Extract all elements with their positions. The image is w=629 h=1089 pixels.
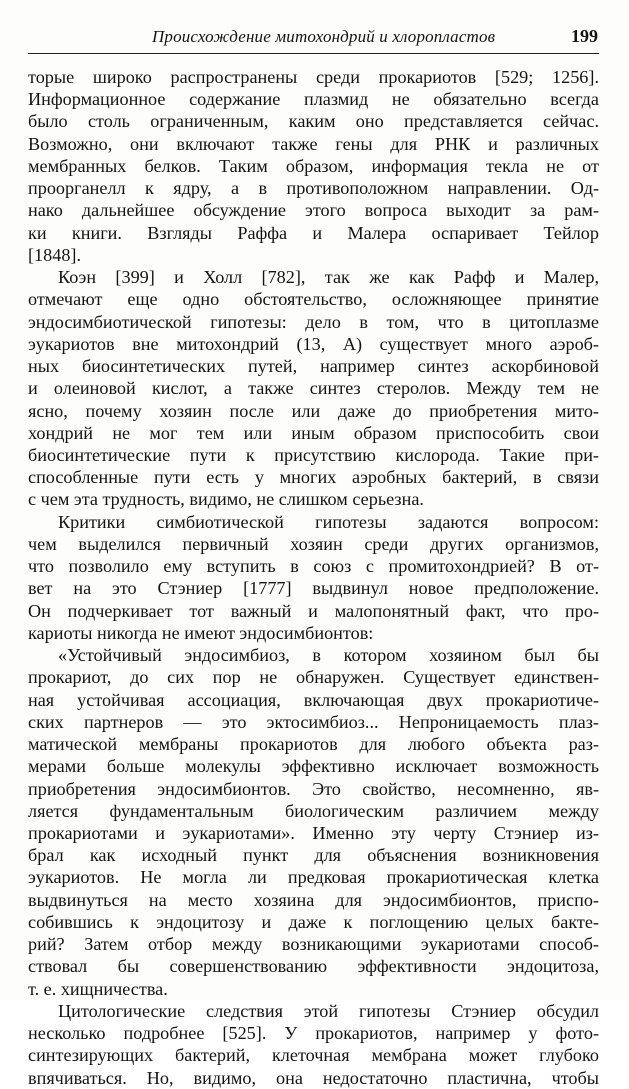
page-number: 199 bbox=[571, 26, 598, 46]
text-line: рий? Затем отбор между возникающими эукариотами способ- bbox=[28, 934, 599, 955]
text-line: ная устойчивая ассоциация, включающая двух прокариотиче- bbox=[28, 689, 599, 710]
text-line: несколько подробнее [525]. У прокариотов, например у фото- bbox=[28, 1023, 599, 1044]
text-line: способленные пути есть у многих аэробных бактерий, в связи bbox=[28, 467, 599, 488]
text-line: [1848]. bbox=[28, 244, 82, 265]
text-line: проорганелл к ядру, а в противоположном направлении. Од- bbox=[28, 178, 599, 199]
text-line: кариоты никогда не имеют эндосимбионтов: bbox=[28, 622, 374, 643]
text-line: эндосимбиотической гипотезы: дело в том, что в цитоплазме bbox=[28, 311, 599, 332]
text-line: брал как исходный пункт для объяснения возникновения bbox=[28, 845, 599, 866]
text-line: Информационное содержание плазмид не обязательно всегда bbox=[28, 89, 599, 110]
body-text bbox=[28, 66, 599, 1089]
text-line: хондрий не мог тем или иным образом приспособить свои bbox=[28, 422, 599, 443]
text-line: ки книги. Взгляды Раффа и Малера оспаривает Тейлор bbox=[28, 222, 599, 243]
text-line: ских партнеров — это эктосимбиоз... Непроницаемость плаз- bbox=[28, 711, 599, 732]
header-rule bbox=[28, 53, 599, 54]
text-line: торые широко распространены среди прокариотов [529; 1256]. bbox=[28, 67, 599, 87]
text-line: ясно, почему хозяин после или даже до приобретения мито- bbox=[28, 400, 599, 421]
text-line: приобретения эндосимбионтов. Это свойство, несомненно, яв- bbox=[28, 778, 599, 799]
text-line: прокариотами и эукариотами». Именно эту черту Стэниер из- bbox=[28, 822, 599, 843]
text-line: эукариотов. Не могла ли предковая прокариотическая клетка bbox=[28, 867, 599, 888]
text-line: ляется фундаментальным биологическим различием между bbox=[28, 800, 599, 821]
text-line: эукариотов вне митохондрий (13, А) существует много аэроб- bbox=[28, 333, 599, 354]
text-line: собившись к эндоцитозу и даже к поглощению целых бакте- bbox=[28, 911, 599, 932]
text-line: Он подчеркивает тот важный и малопонятный факт, что про- bbox=[28, 600, 599, 621]
text-line: отмечают еще одно обстоятельство, осложняющее принятие bbox=[28, 289, 599, 310]
text-line: было столь ограниченным, каким оно представляется сейчас. bbox=[28, 111, 599, 132]
text-line: вет на это Стэниер [1777] выдвинул новое предположение. bbox=[28, 578, 599, 599]
text-line: Критики симбиотической гипотезы задаются вопросом: bbox=[58, 511, 599, 532]
text-line: мерами больше молекулы эффективно исключает возможность bbox=[28, 756, 599, 777]
text-line: и олеиновой кислот, а также синтез стеролов. Между тем не bbox=[28, 378, 599, 399]
text-line: синтезирующих бактерий, клеточная мембрана может глубоко bbox=[28, 1045, 599, 1066]
text-line: с чем эта трудность, видимо, не слишком серьезна. bbox=[28, 489, 424, 510]
text-line: что позволило ему вступить в союз с промитохондрией? В от- bbox=[28, 556, 599, 577]
text-line: выдвинуться на место хозяина для эндосимбионтов, приспо- bbox=[28, 889, 599, 910]
text-line: мембранных белков. Таким образом, информация текла не от bbox=[28, 155, 599, 176]
text-line: нако дальнейшее обсуждение этого вопроса выходит за рам- bbox=[28, 200, 599, 221]
text-line: ных биосинтетических путей, например синтез аскорбиновой bbox=[28, 356, 599, 377]
text-line: прокариот, до сих пор не обнаружен. Существует единствен- bbox=[28, 667, 599, 688]
text-line: Коэн [399] и Холл [782], так же как Рафф и Малер, bbox=[58, 267, 599, 288]
text-line: биосинтетические пути к присутствию кислорода. Такие при- bbox=[28, 444, 599, 465]
text-line: чем выделился первичный хозяин среди других организмов, bbox=[28, 533, 599, 554]
text-line: ствовал бы совершенствованию эффективности эндоцитоза, bbox=[28, 956, 599, 977]
text-line: Цитологические следствия этой гипотезы Стэниер обсудил bbox=[58, 1000, 599, 1021]
running-title: Происхождение митохондрий и хлоропластов bbox=[152, 27, 496, 46]
running-head bbox=[28, 24, 614, 50]
text-line: т. е. хищничества. bbox=[28, 978, 168, 999]
text-line: впячиваться. Но, видимо, она недостаточно пластична, чтобы bbox=[28, 1067, 599, 1088]
text-line: Возможно, они включают также гены для РНК и различных bbox=[28, 133, 599, 154]
text-line: матической мембраны прокариотов для любого объекта раз- bbox=[28, 734, 599, 755]
text-line: «Устойчивый эндосимбиоз, в котором хозяином был бы bbox=[58, 645, 599, 666]
